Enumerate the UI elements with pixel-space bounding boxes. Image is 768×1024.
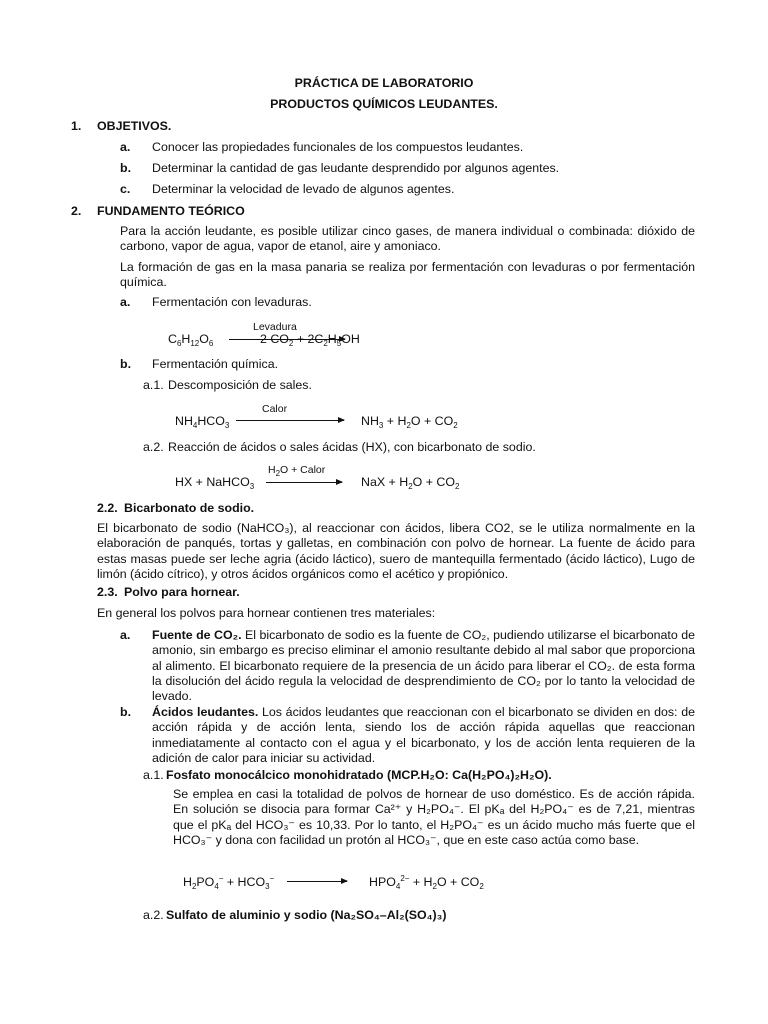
objective-a-letter: a.: [120, 140, 131, 154]
objective-c-letter: c.: [120, 182, 131, 196]
equation-2-label: Calor: [262, 403, 288, 415]
fermentation-b-text: Fermentación química.: [152, 357, 279, 371]
section-2-title: FUNDAMENTO TEÓRICO: [97, 204, 245, 218]
leavening-acids-paragraph: [152, 705, 695, 766]
co2-source-title: Fuente de CO₂.: [152, 628, 242, 642]
sub-a2-number: a.2.: [143, 440, 164, 454]
section-2-3-title: Polvo para hornear.: [124, 585, 240, 599]
objective-b-text: Determinar la cantidad de gas leudante desprendido por algunos agentes.: [152, 161, 560, 175]
equation-1-reactant: $C_6H_{12}O_6$: [168, 332, 214, 348]
leavening-acids-title: Ácidos leudantes.: [152, 705, 259, 719]
equation-2-reactant: $NH_4HCO_3$: [175, 414, 230, 430]
co2-source-text: El bicarbonato de sodio es la fuente de CO₂, pudiendo utilizarse el bicarbonato de amonio, sin embargo es preciso eliminar el amonio resultante debido al mal sabor que proporciona al alimento. El bicarbonato requiere de la presencia de un ácido para liberar el CO₂. de esta forma la disolución del ácido regula la velocidad de desprendimiento de CO₂ por lo tanto la velocidad de levado.: [152, 628, 695, 704]
section-2-2-number: 2.2.: [97, 501, 118, 515]
equation-2-products: $NH_3 + H_2O + CO_2$: [361, 414, 458, 430]
equation-4-products: $HPO_4^{2-} + H_2O + CO_2$: [369, 874, 484, 891]
baking-powder-intro: En general los polvos para hornear contienen tres materiales:: [97, 606, 436, 620]
sub-a1-text: Descomposición de sales.: [168, 378, 312, 392]
sas-number: a.2.: [143, 908, 164, 922]
paragraph-gases: Para la acción leudante, es posible utilizar cinco gases, de manera individual o combinada: dióxido de carbono, vapor de agua, vapor de etanol, aire y amoniaco.: [120, 224, 695, 254]
equation-1-label: Levadura: [253, 321, 297, 333]
sas-title: Sulfato de aluminio y sodio (Na₂SO₄–Al₂(SO₄)₃): [166, 908, 447, 922]
mcp-paragraph: Se emplea en casi la totalidad de polvos de hornear de uso doméstico. Es de acción rápida. En solución se disocia para formar Ca²⁺ y H₂PO₄⁻. El pKₐ del H₂PO₄⁻ es de 7,21, mientras que el pKₐ del HCO₃⁻ es 10,33. Por lo tanto, el H₂PO₄⁻ es un ácido mucho más fuerte que el HCO₃⁻ y dona con facilidad un protón al HCO₃⁻, que en este caso actúa como base.: [173, 787, 695, 847]
equation-3-label: $H_2O$ + Calor: [268, 464, 326, 478]
mcp-number: a.1.: [143, 768, 164, 782]
co2-source-paragraph: [152, 628, 695, 704]
fermentation-a-text: Fermentación con levaduras.: [152, 295, 312, 309]
sub-a2-text: Reacción de ácidos o sales ácidas (HX), con bicarbonato de sodio.: [168, 440, 536, 454]
equation-1-products: 2 $CO_2 + 2C_2H_5OH$: [260, 332, 360, 348]
document-title: PRÁCTICA DE LABORATORIO: [294, 76, 474, 90]
document-subtitle: PRODUCTOS QUÍMICOS LEUDANTES.: [270, 97, 498, 111]
section-2-number: 2.: [71, 204, 82, 218]
section-2-3-number: 2.3.: [97, 585, 118, 599]
section-1-title: OBJETIVOS.: [97, 119, 172, 133]
equation-3-reactants: HX + NaHCO$_3$: [175, 475, 255, 491]
co2-source-letter: a.: [120, 628, 131, 642]
equation-3-arrow: [266, 482, 342, 483]
objective-b-letter: b.: [120, 161, 132, 175]
fermentation-b-letter: b.: [120, 357, 132, 371]
equation-4-reactants: $H_2PO_4^- + HCO_3^-$: [183, 874, 275, 891]
objective-a-text: Conocer las propiedades funcionales de los compuestos leudantes.: [152, 140, 524, 154]
leavening-acids-text: Los ácidos leudantes que reaccionan con el bicarbonato se dividen en dos: de acción rápida y de acción lenta, siendo los de acción rápida aquellas que reaccionan inmediatamente al contacto con el agua y el bicarbonato, y los de acción lenta requieren de la adición de calor para iniciar su actividad.: [152, 705, 695, 765]
fermentation-a-letter: a.: [120, 295, 131, 309]
section-1-number: 1.: [71, 119, 82, 133]
sub-a1-number: a.1.: [143, 378, 164, 392]
paragraph-gas-formation: La formación de gas en la masa panaria se realiza por fermentación con levaduras o por fermentación química.: [120, 260, 695, 290]
equation-4-arrow: [287, 881, 347, 882]
equation-3-products: NaX + $H_2O + CO_2$: [361, 475, 460, 491]
leavening-acids-letter: b.: [120, 705, 132, 719]
equation-2-arrow: [236, 420, 344, 421]
mcp-title: Fosfato monocálcico monohidratado (MCP.H₂O: Ca(H₂PO₄)₂H₂O).: [166, 768, 552, 782]
objective-c-text: Determinar la velocidad de levado de algunos agentes.: [152, 182, 455, 196]
section-2-2-title: Bicarbonato de sodio.: [124, 501, 255, 515]
paragraph-bicarbonate: El bicarbonato de sodio (NaHCO₃), al reaccionar con ácidos, libera CO2, se le utiliza normalmente en la elaboración de panqués, tortas y galletas, en combinación con polvo de hornear. La fuente de ácido para estas masas puede ser leche agria (ácido láctico), suero de mantequilla fermentado (ácido láctico), Lugo de limón (ácido cítrico), y otros ácidos orgánicos como el acético y propiónico.: [97, 521, 695, 581]
